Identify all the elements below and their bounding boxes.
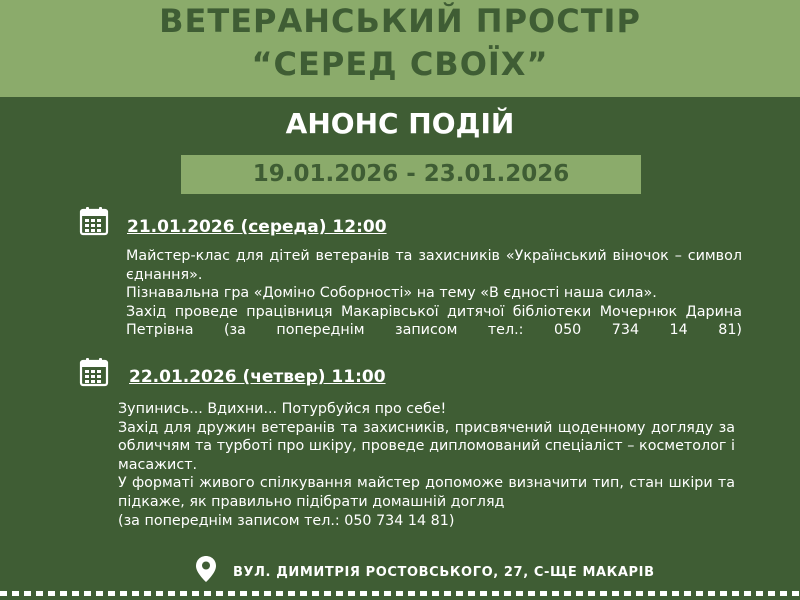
event-2-paragraph: Зупинись... Вдихни... Потурбуйся про себе!: [118, 401, 447, 417]
dotted-border: [0, 591, 800, 596]
event-1-paragraph: Захід проведе працівниця Макарівської дитячої бібліотеки Мочернюк Дарина Петрівна (за попереднім записом тел.: 050 734 14 81): [126, 303, 742, 339]
event-2-paragraph: (за попереднім записом тел.: 050 734 14 81): [118, 512, 455, 529]
date-range-badge: 19.01.2026 - 23.01.2026: [181, 155, 641, 194]
location-pin-icon: [195, 555, 217, 583]
calendar-icon: [79, 206, 109, 236]
title-line-1: ВЕТЕРАНСЬКИЙ ПРОСТІР: [159, 2, 641, 40]
event-2-title: 22.01.2026 (четвер) 11:00: [129, 367, 386, 387]
event-1-paragraph: Майстер-клас для дітей ветеранів та захисників «Український віночок – символ єднання».: [126, 248, 742, 283]
address-text: ВУЛ. ДИМИТРІЯ РОСТОВСЬКОГО, 27, С-ЩЕ МАКАРІВ: [233, 565, 655, 580]
event-2-paragraph: У форматі живого спілкування майстер допоможе визначити тип, стан шкіри та підкаже, як правильно підібрати домашній догляд: [118, 475, 735, 510]
header-banner: [0, 0, 800, 97]
announce-heading: АНОНС ПОДІЙ: [285, 107, 515, 140]
event-1-title: 21.01.2026 (середа) 12:00: [127, 217, 387, 237]
event-2-paragraph: Захід для дружин ветеранів та захисників, присвячений щоденному догляду за обличчям та турботі про шкіру, проведе дипломований спеціаліст – косметолог і масажист.: [118, 419, 735, 473]
event-1-description: [126, 247, 742, 340]
event-1-paragraph: Пізнавальна гра «Доміно Соборності» на тему «В єдності наша сила».: [126, 285, 657, 302]
calendar-icon: [79, 357, 109, 387]
event-2-description: [118, 400, 735, 530]
title-line-2: “СЕРЕД СВОЇХ”: [251, 45, 549, 83]
